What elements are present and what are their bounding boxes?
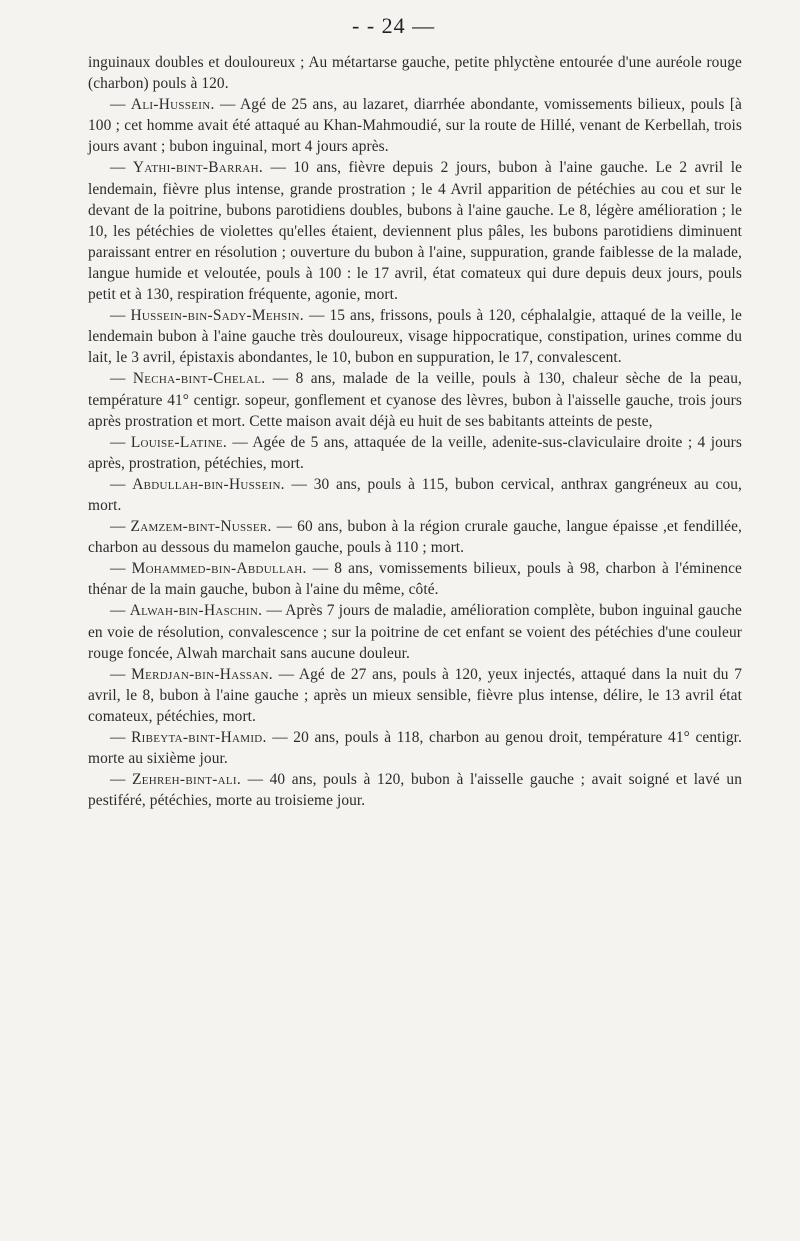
case-entry: — Mohammed-bin-Abdullah. — 8 ans, vomissements bilieux, pouls à 98, charbon à l'éminence thénar de la main gauche, bubon à l'aine du même, côté. xyxy=(88,560,742,599)
case-text: — 20 ans, pouls à 118, charbon au genou droit, température 41° centigr. morte au sixième jour. xyxy=(88,729,742,768)
case-text: — Agé de 25 ans, au lazaret, diarrhée abondante, vomissements bilieux, pouls [à 100 ; cet homme avait été attaqué au Khan-Mahmoudié, sur la route de Hillé, venant de Kerbellah, trois jours avant ; bubon inguinal, mort 4 jours après. xyxy=(88,96,742,156)
patient-name: Mohammed-bin-Abdullah. xyxy=(131,560,307,578)
case-entry: — Hussein-bin-Sady-Mehsin. — 15 ans, frissons, pouls à 120, céphalalgie, attaqué de la veille, le lendemain bubon à l'aine gauche très douloureux, visage hippocratique, constipation, urines comme du lait, le 3 avril, épistaxis abondantes, le 10, bubon en suppuration, le 17, convalescent. xyxy=(88,307,742,367)
case-entry: — Merdjan-bin-Hassan. — Agé de 27 ans, pouls à 120, yeux injectés, attaqué dans la nuit du 7 avril, le 8, bubon à l'aine gauche ; après un mieux sensible, fièvre plus intense, délire, le 13 avril état comateux, pétéchies, mort. xyxy=(88,665,742,725)
case-entry: — Alwah-bin-Haschin. — Après 7 jours de maladie, amélioration complète, bubon inguinal gauche en voie de résolution, convalescence ; sur la poitrine de cet enfant se voient des pétéchies d'une couleur rouge foncée, Alwah marchait sans aucune douleur. xyxy=(88,602,742,662)
case-text: — 30 ans, pouls à 115, bubon cervical, anthrax gangréneux au cou, mort. xyxy=(88,475,742,514)
case-entry: — Ribeyta-bint-Hamid. — 20 ans, pouls à 118, charbon au genou droit, température 41° centigr. morte au sixième jour. xyxy=(88,729,742,768)
patient-name: Merdjan-bin-Hassan. xyxy=(131,665,273,683)
patient-name: Abdullah-bin-Hussein. xyxy=(132,475,285,493)
intro-paragraph: inguinaux doubles et douloureux ; Au métartarse gauche, petite phlyctène entourée d'une auréole rouge (charbon) pouls à 120. xyxy=(88,54,742,93)
patient-name: Hussein-bin-Sady-Mehsin. xyxy=(130,307,304,325)
patient-name: Zamzem-bint-Nusser. xyxy=(130,518,272,536)
case-entry: — Ali-Hussein. — Agé de 25 ans, au lazaret, diarrhée abondante, vomissements bilieux, pouls [à 100 ; cet homme avait été attaqué au Khan-Mahmoudié, sur la route de Hillé, venant de Kerbellah, trois jours avant ; bubon inguinal, mort 4 jours après. xyxy=(88,96,742,156)
patient-name: Louise-Latine. xyxy=(130,433,227,451)
case-entry: — Zehreh-bint-ali. — 40 ans, pouls à 120, bubon à l'aisselle gauche ; avait soigné et lavé un pestiféré, pétéchies, morte au troisieme jour. xyxy=(88,771,742,810)
case-entry: — Louise-Latine. — Agée de 5 ans, attaquée de la veille, adenite-sus-claviculaire droite ; 4 jours après, prostration, pétéchies, mort. xyxy=(88,433,742,472)
patient-name: Ribeyta-bint-Hamid. xyxy=(131,729,267,746)
patient-name: Necha-bint-Chelal. xyxy=(132,370,266,388)
case-text: — 40 ans, pouls à 120, bubon à l'aisselle gauche ; avait soigné et lavé un pestiféré, pétéchies, morte au troisieme jour. xyxy=(88,771,742,810)
case-text: — 8 ans, malade de la veille, pouls à 130, chaleur sèche de la peau, température 41° centigr. sopeur, gonflement et cyanose des lèvres, bubon à l'aisselle gauche, trois jours après prostration et mort. Cette maison avait déjà eu huit de ses babitants atteints de peste, xyxy=(88,370,742,430)
case-entry: — Abdullah-bin-Hussein. — 30 ans, pouls à 115, bubon cervical, anthrax gangréneux au cou, mort. xyxy=(88,475,742,514)
case-text: — 15 ans, frissons, pouls à 120, céphalalgie, attaqué de la veille, le lendemain bubon à l'aine gauche très douloureux, visage hippocratique, constipation, urines comme du lait, le 3 avril, épistaxis abondantes, le 10, bubon en suppuration, le 17, convalescent. xyxy=(88,307,742,367)
case-text: — Après 7 jours de maladie, amélioration complète, bubon inguinal gauche en voie de résolution, convalescence ; sur la poitrine de cet enfant se voient des pétéchies d'une couleur rouge foncée, Alwah marchait sans aucune douleur. xyxy=(88,602,742,662)
case-text: — 60 ans, bubon à la région crurale gauche, langue épaisse ,et fendillée, charbon au dessous du mamelon gauche, pouls à 110 ; mort. xyxy=(88,518,742,557)
case-text: — 8 ans, vomissements bilieux, pouls à 98, charbon à l'éminence thénar de la main gauche, bubon à l'aine du même, côté. xyxy=(88,560,742,599)
case-text: — Agé de 27 ans, pouls à 120, yeux injectés, attaqué dans la nuit du 7 avril, le 8, bubon à l'aine gauche ; après un mieux sensible, fièvre plus intense, délire, le 13 avril état comateux, pétéchies, mort. xyxy=(88,665,742,725)
case-entry: — Yathi-bint-Barrah. — 10 ans, fièvre depuis 2 jours, bubon à l'aine gauche. Le 2 avril le lendemain, fièvre plus intense, grande prostration ; le 4 Avril apparition de pétéchies au cou et sur le devant de la poitrine, bubons parotidiens doubles, bubons à l'aine gauche. Le 8, légère amélioration ; le 10, les pétéchies de violettes qu'elles étaient, deviennent plus pâles, les bubons parotidiens diminuent paraissant entrer en résolution ; ouverture du bubon à l'aine, suppuration, grande faiblesse de la malade, langue humide et veloutée, pouls à 100 : le 17 avril, état comateux qui dure depuis deux jours, pouls petit et à 130, respiration fréquente, agonie, mort. xyxy=(88,159,742,304)
patient-name: Yathi-bint-Barrah. xyxy=(132,159,264,177)
case-text: — Agée de 5 ans, attaquée de la veille, adenite-sus-claviculaire droite ; 4 jours après, prostration, pétéchies, mort. xyxy=(88,433,742,472)
page-number: - - 24 — xyxy=(352,13,436,38)
page-body xyxy=(88,52,742,811)
case-entry: — Zamzem-bint-Nusser. — 60 ans, bubon à la région crurale gauche, langue épaisse ,et fendillée, charbon au dessous du mamelon gauche, pouls à 110 ; mort. xyxy=(88,518,742,557)
patient-name: Alwah-bin-Haschin. xyxy=(129,602,263,620)
case-entry: — Necha-bint-Chelal. — 8 ans, malade de la veille, pouls à 130, chaleur sèche de la peau, température 41° centigr. sopeur, gonflement et cyanose des lèvres, bubon à l'aisselle gauche, trois jours après prostration et mort. Cette maison avait déjà eu huit de ses babitants atteints de peste, xyxy=(88,370,742,430)
patient-name: Ali-Hussein. xyxy=(130,96,215,114)
patient-name: Zehreh-bint-ali. xyxy=(132,771,242,789)
case-text: — 10 ans, fièvre depuis 2 jours, bubon à l'aine gauche. Le 2 avril le lendemain, fièvre plus intense, grande prostration ; le 4 Avril apparition de pétéchies au cou et sur le devant de la poitrine, bubons parotidiens doubles, bubons à l'aine gauche. Le 8, légère amélioration ; le 10, les pétéchies de violettes qu'elles étaient, deviennent plus pâles, les bubons parotidiens diminuent paraissant entrer en résolution ; ouverture du bubon à l'aine, suppuration, grande faiblesse de la malade, langue humide et veloutée, pouls à 100 : le 17 avril, état comateux qui dure depuis deux jours, pouls petit et à 130, respiration fréquente, agonie, mort. xyxy=(88,159,742,304)
